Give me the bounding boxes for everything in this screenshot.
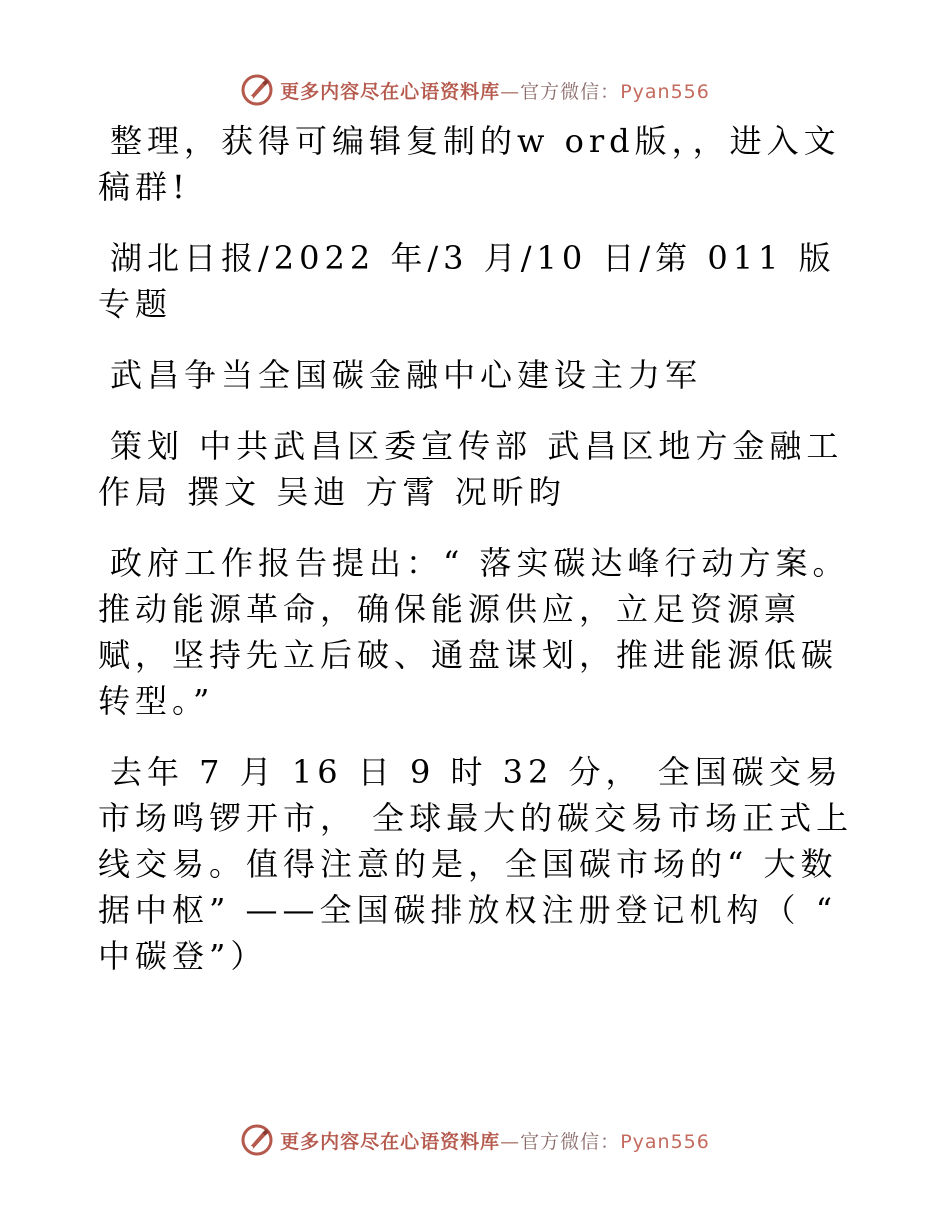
paragraph-carbon-market: 去年 7 月 16 日 9 时 32 分， 全国碳交易市场鸣锣开市， 全球最大的碳交易市场正式上线交易。值得注意的是，全国碳市场的“ 大数据中枢” ——全国碳排放权注册登记机构（ “ 中碳登”） <box>98 753 854 975</box>
watermark-colon: ： <box>600 1130 621 1153</box>
paragraph-report-quote: 政府工作报告提出：“ 落实碳达峰行动方案。推动能源革命，确保能源供应，立足资源禀赋，坚持先立后破、通盘谋划，推进能源低碳转型。” <box>98 544 850 720</box>
watermark-site-name: 更多内容尽在心语资料库 <box>280 80 501 103</box>
pen-circle-logo-icon <box>240 1123 274 1157</box>
watermark-wechat-id: Pyan556 <box>620 80 710 103</box>
paragraph-credits: 策划 中共武昌区委宣传部 武昌区地方金融工作局 撰文 吴迪 方霄 况昕昀 <box>98 427 844 511</box>
watermark-colon: ： <box>600 80 621 103</box>
paragraph-headline: 武昌争当全国碳金融中心建设主力军 <box>110 356 703 394</box>
watermark-group <box>240 73 710 107</box>
footer-watermark <box>0 1120 950 1160</box>
watermark-text <box>280 1127 710 1154</box>
watermark-dash: — <box>500 80 521 103</box>
paragraph-source: 湖北日报/2022 年/3 月/10 日/第 011 版专题 <box>98 239 836 323</box>
paragraph-intro: 整理，获得可编辑复制的w ord版，，进入文稿群! <box>98 122 841 206</box>
header-watermark <box>0 70 950 110</box>
watermark-official-label: 官方微信 <box>520 80 601 103</box>
watermark-text <box>280 77 710 104</box>
watermark-dash: — <box>500 1130 521 1153</box>
pen-circle-logo-icon <box>240 73 274 107</box>
document-body <box>98 118 858 1004</box>
watermark-group <box>240 1123 710 1157</box>
watermark-official-label: 官方微信 <box>520 1130 601 1153</box>
watermark-site-name: 更多内容尽在心语资料库 <box>280 1130 501 1153</box>
watermark-wechat-id: Pyan556 <box>620 1130 710 1153</box>
